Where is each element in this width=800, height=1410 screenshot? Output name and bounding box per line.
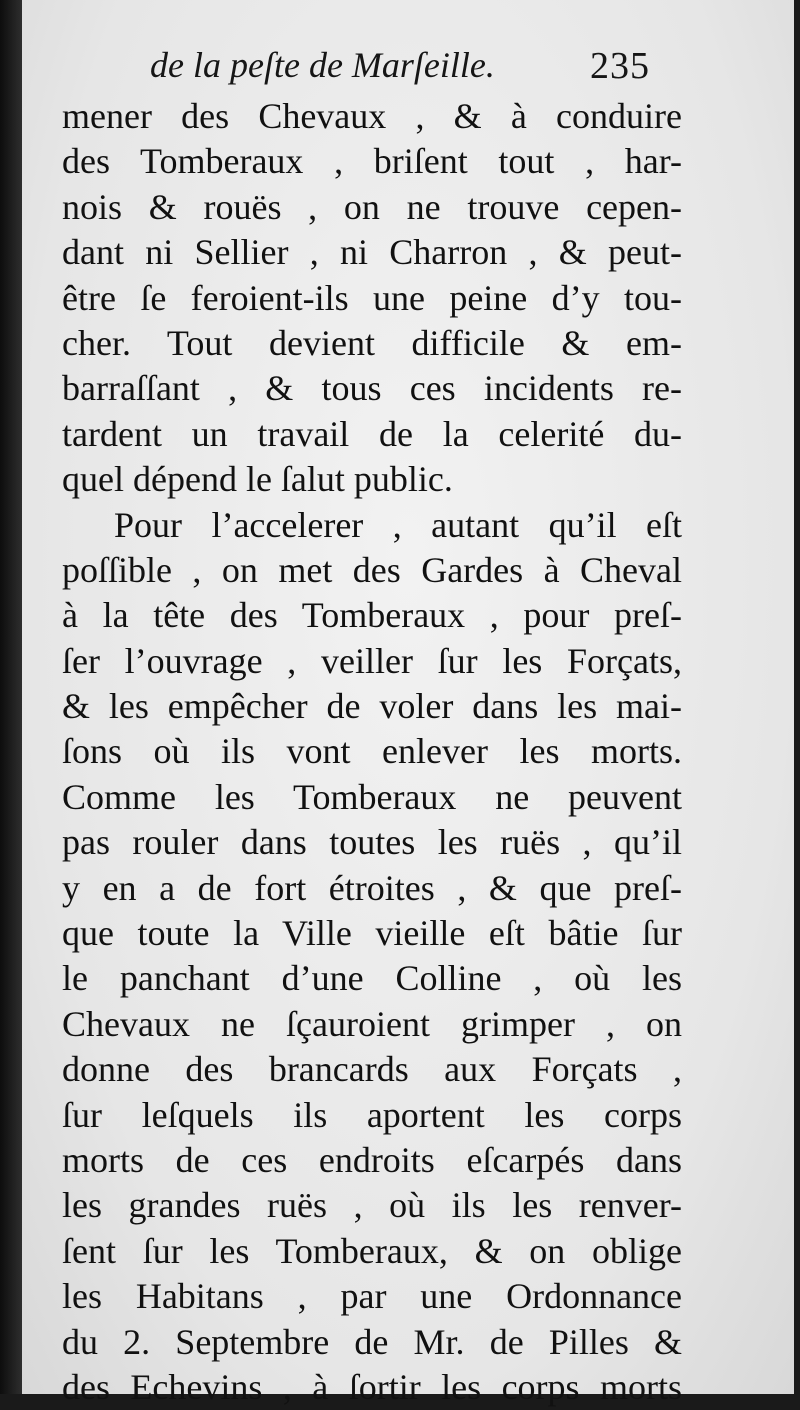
text-line: Comme les Tomberaux ne peuvent	[62, 776, 682, 817]
text-line: Pour l’accelerer , autant qu’il eſt	[114, 504, 682, 545]
text-line: tardent un travail de la celerité du-	[62, 413, 682, 454]
body-text	[62, 94, 682, 1410]
page-number: 235	[590, 45, 650, 87]
text-line: & les empêcher de voler dans les mai-	[62, 686, 682, 727]
text-line: pas rouler dans toutes les ruës , qu’il	[62, 822, 682, 863]
text-line: des Tomberaux , briſent tout , har-	[62, 141, 682, 182]
text-line: y en a de fort étroites , & que preſ-	[62, 867, 682, 908]
text-line: poſſible , on met des Gardes à Cheval	[62, 549, 682, 590]
text-line: le panchant d’une Colline , où les	[62, 958, 682, 999]
book-page	[22, 0, 794, 1407]
text-line: cher. Tout devient difficile & em-	[62, 322, 682, 363]
text-line: morts de ces endroits eſcarpés dans	[62, 1139, 682, 1180]
running-head-title: de la peſte de Marſeille.	[150, 45, 495, 85]
text-line: quel dépend le ſalut public.	[62, 459, 453, 500]
text-line: ſer l’ouvrage , veiller ſur les Forçats,	[62, 640, 682, 681]
text-line: Chevaux ne ſçauroient grimper , on	[62, 1003, 682, 1044]
text-line: donne des brancards aux Forçats ,	[62, 1049, 682, 1090]
text-line: ſent ſur les Tomberaux, & on oblige	[62, 1230, 682, 1271]
running-head	[22, 44, 794, 90]
text-line: dant ni Sellier , ni Charron , & peut-	[62, 232, 682, 273]
text-line: être ſe feroient-ils une peine d’y tou-	[62, 277, 682, 318]
text-line: mener des Chevaux , & à conduire	[62, 96, 682, 136]
text-line: ſons où ils vont enlever les morts.	[62, 731, 682, 772]
text-line: du 2. Septembre de Mr. de Pilles &	[62, 1321, 682, 1362]
text-line: les grandes ruës , où ils les renver-	[62, 1185, 682, 1226]
text-line: ſur leſquels ils aportent les corps	[62, 1094, 682, 1135]
text-line: à la tête des Tomberaux , pour preſ-	[62, 595, 682, 636]
text-line: que toute la Ville vieille eſt bâtie ſur	[62, 913, 682, 954]
text-line: nois & rouës , on ne trouve cepen-	[62, 186, 682, 227]
text-line: les Habitans , par une Ordonnance	[62, 1276, 682, 1317]
page-gutter-shadow	[0, 0, 22, 1394]
text-line: barraſſant , & tous ces incidents re-	[62, 368, 682, 409]
text-line: des Echevins , à ſortir les corps morts	[62, 1366, 682, 1407]
